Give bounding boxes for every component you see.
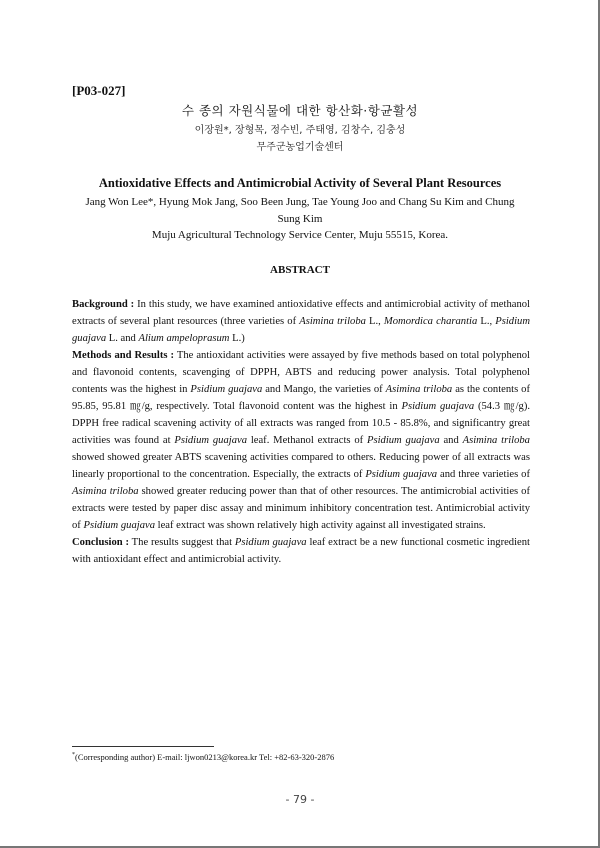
methods-paragraph bbox=[72, 347, 530, 534]
english-affiliation: Muju Agricultural Technology Service Center, Muju 55515, Korea. bbox=[151, 229, 449, 241]
species-name: Psidium guajava bbox=[366, 435, 440, 446]
methods-text: leaf extract was shown relatively high activity against all investigated strains. bbox=[155, 520, 486, 531]
footnote-mark: * bbox=[72, 752, 75, 759]
background-text: L., bbox=[477, 316, 496, 327]
methods-label: Methods and Results : bbox=[72, 350, 175, 361]
methods-text: and three varieties of bbox=[437, 469, 530, 480]
methods-text: and bbox=[439, 435, 463, 446]
species-name: Momordica charantia bbox=[383, 316, 478, 327]
poster-code: [P03-027] bbox=[72, 83, 126, 98]
footnote-rule bbox=[72, 746, 214, 747]
species-name: Asimina triloba bbox=[72, 486, 139, 497]
footnote-text: (Corresponding author) E-mail: ljwon0213@korea.kr Tel: +82-63-320-2876 bbox=[75, 752, 335, 762]
methods-text: as the contents of 95.85, 95.81 ㎎/g, respectively. Total flavonoid content was the highest in bbox=[72, 384, 530, 412]
abstract-body bbox=[72, 296, 530, 568]
background-text: L.) bbox=[229, 333, 245, 344]
conclusion-text: leaf extract be a new functional cosmetic ingredient with antioxidant effect and antimicrobial activity. bbox=[72, 537, 530, 565]
background-label: Background : bbox=[72, 299, 135, 310]
species-name: Psidium guajava bbox=[174, 435, 248, 446]
page-number: - 79 - bbox=[285, 793, 315, 806]
background-text: L., bbox=[365, 316, 384, 327]
methods-text: leaf. Methanol extracts of bbox=[247, 435, 367, 446]
species-name: Alium ampeloprasum bbox=[138, 333, 230, 344]
background-text: L. and bbox=[106, 333, 139, 344]
species-name: Asimina triloba bbox=[299, 316, 366, 327]
background-paragraph bbox=[72, 296, 530, 347]
species-name: Psidium guajava bbox=[190, 384, 263, 395]
species-name: Psidium guajava bbox=[234, 537, 307, 548]
conclusion-text: The results suggest that bbox=[129, 537, 235, 548]
species-name: Psidium guajava bbox=[365, 469, 438, 480]
english-authors: Jang Won Lee*, Hyung Mok Jang, Soo Been Jung, Tae Young Joo and Chang Su Kim and Chung Sung Kim bbox=[85, 196, 515, 225]
abstract-heading: ABSTRACT bbox=[270, 264, 330, 276]
methods-text: The antioxidant activities were assayed by five methods based on total polyphenol and flavonoid contents, scavenging of DPPH, ABTS and reducing power analysis. Total polyphenol contents was the highest in bbox=[72, 350, 530, 395]
conclusion-label: Conclusion : bbox=[72, 537, 130, 548]
species-name: Asimina triloba bbox=[462, 435, 530, 446]
species-name: Asimina triloba bbox=[385, 384, 453, 395]
background-text: In this study, we have examined antioxidative effects and antimicrobial activity of methanol extracts of several plant resources (three varieties of bbox=[72, 299, 530, 327]
methods-text: (54.3 ㎎/g). DPPH free radical scavening activity of all extracts was ranged from 10.5 - 85.8%, and significantry great activities was found at bbox=[72, 401, 530, 446]
korean-authors: 이장원*, 장형목, 정수빈, 주태영, 김창수, 김충성 bbox=[194, 125, 406, 136]
methods-text: and Mango, the varieties of bbox=[262, 384, 386, 395]
species-name: Psidium guajava bbox=[72, 316, 530, 344]
methods-text: showed showed greater ABTS scavening activities compared to others. Reducing power of all extracts was linearly proportional to the concentration. Especially, the extracts of bbox=[72, 452, 530, 480]
korean-title: 수 종의 자원식물에 대한 항산화·항균활성 bbox=[181, 103, 419, 118]
english-title: Antioxidative Effects and Antimicrobial Activity of Several Plant Resources bbox=[98, 176, 502, 190]
conclusion-paragraph bbox=[72, 534, 530, 568]
species-name: Psidium guajava bbox=[83, 520, 155, 531]
korean-affiliation: 무주군농업기술센터 bbox=[256, 142, 344, 153]
methods-text: showed greater reducing power than that of other resources. The antimicrobial activities of extracts were tested by paper disc assay and minimum inhibitory concentration test. Antimicrobial activity of bbox=[72, 486, 530, 531]
footnote bbox=[72, 752, 334, 762]
species-name: Psidium guajava bbox=[401, 401, 475, 412]
